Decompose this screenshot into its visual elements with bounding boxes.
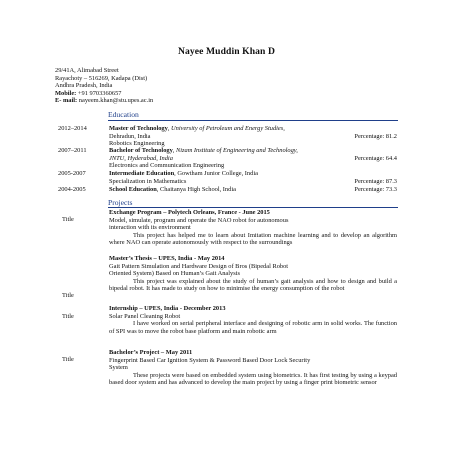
project-4-label: Title	[62, 356, 74, 363]
education-entry-1: Master of Technology, University of Petroleum and Energy Studies, Dehradun, India Percentage: 81.2 Robotics Engineering	[109, 125, 397, 148]
education-entry-2: Bachelor of Technology, Nizam Institute of Engineering and Technology, JNTU, Hyderabad, India Percentage: 64.4 Electronics and Communication Engineering	[109, 147, 397, 170]
education-year-2: 2007–2011	[58, 147, 87, 154]
address-line-2: Rayachoty – 516269, Kadapa (Dist)	[55, 74, 148, 82]
specialization: Electronics and Communication Engineering	[109, 162, 225, 170]
percentage: Percentage: 81.2	[354, 132, 397, 140]
project-desc-line: Solar Panel Cleaning Robot	[109, 312, 181, 320]
projects-heading: Projects	[108, 198, 133, 207]
project-title: Exchange Program – Polytech Orleans, France - June 2015	[109, 209, 270, 216]
project-paragraph: I have worked on serial peripheral interface and designing of robotic arm in solid works. The function of SPI was to move the robot base platform and main robotic arm	[109, 320, 397, 335]
percentage: Percentage: 87.3	[354, 177, 397, 185]
project-2-label: Title	[62, 292, 74, 299]
project-paragraph: This project has helped me to learn about Imitation machine learning and to develop an algorithm where NAO can operate autonomously with respect to the surroundings	[109, 231, 397, 247]
education-entry-4: School Education, Chaitanya High School, India Percentage: 73.3	[109, 186, 397, 193]
project-desc-line: interaction with its environment	[109, 224, 191, 232]
degree: School Education	[109, 186, 157, 193]
project-2	[109, 255, 397, 293]
email-row	[55, 97, 153, 105]
percentage: Percentage: 64.4	[354, 154, 397, 162]
education-entry-3: Intermediate Education, Gowtham Junior College, India Specialization in Mathematics Percentage: 87.3	[109, 170, 397, 185]
percentage: Percentage: 73.3	[354, 186, 397, 193]
address-line-1: 29/41A, Alimabad Street	[55, 67, 119, 74]
contact-block	[55, 67, 153, 105]
project-1-label: Title	[62, 216, 74, 223]
mobile-label: Mobile:	[55, 89, 77, 97]
degree: Master of Technology	[109, 125, 168, 132]
education-heading: Education	[108, 110, 139, 119]
candidate-name: Nayee Muddin Khan D	[177, 46, 276, 57]
address-line-3: Andhra Pradesh, India	[55, 82, 113, 89]
degree: Intermediate Education	[109, 170, 175, 177]
location: JNTU, Hyderabad, India	[109, 154, 173, 162]
project-paragraph: This project was explained about the study of human’s gait analysis and how to design and build a bipedal robot. It has made to study on how to minimise the energy consumption of the robot	[109, 277, 397, 293]
education-divider	[108, 120, 398, 121]
project-title: Internship – UPES, India - December 2013	[109, 305, 226, 312]
project-1	[109, 209, 397, 247]
location: Dehradun, India	[109, 132, 151, 140]
project-desc-line: Fingerprint Based Car Ignition System & Password Based Door Lock Security	[109, 356, 311, 364]
project-3-label: Title	[62, 313, 74, 320]
email-address: nayeem.khan@stu.upes.ac.in	[77, 97, 154, 104]
institution: Gowtham Junior College, India	[177, 170, 258, 177]
project-desc-line: Model, simulate, program and operate the NAO robot for autonomous	[109, 216, 289, 224]
institution: Nizam Institute of Engineering and Technology,	[176, 147, 298, 154]
institution: Chaitanya High School, India	[159, 186, 236, 193]
project-title: Bachelor’s Project – May 2011	[109, 349, 193, 356]
specialization: Specialization in Mathematics	[109, 177, 187, 185]
project-paragraph: These projects were based on embedded system using biometrics. It has first testing by using a keypad based door system and has advanced to develop the main project by using a finger print biometric sensor	[109, 371, 397, 387]
specialization: Robotics Engineering	[109, 140, 165, 148]
projects-divider	[108, 207, 398, 208]
mobile-number: +91 9703360657	[76, 89, 122, 97]
mobile-row	[55, 90, 153, 98]
project-3	[109, 305, 397, 335]
degree: Bachelor of Technology	[109, 147, 173, 154]
education-year-3: 2005-2007	[58, 170, 86, 177]
project-desc-line: System	[109, 364, 128, 372]
institution: University of Petroleum and Energy Studies,	[171, 125, 285, 132]
project-desc-line: Gait Pattern Simulation and Hardware Design of Bros (Bipedal Robot	[109, 262, 289, 270]
project-title: Master’s Thesis – UPES, India - May 2014	[109, 255, 225, 262]
project-4	[109, 349, 397, 387]
education-year-1: 2012–2014	[58, 125, 87, 132]
project-desc-line: Oriented System) Based on Human’s Gait Analysis	[109, 270, 240, 278]
email-label: E- mail:	[55, 97, 78, 104]
education-year-4: 2004-2005	[58, 186, 86, 193]
